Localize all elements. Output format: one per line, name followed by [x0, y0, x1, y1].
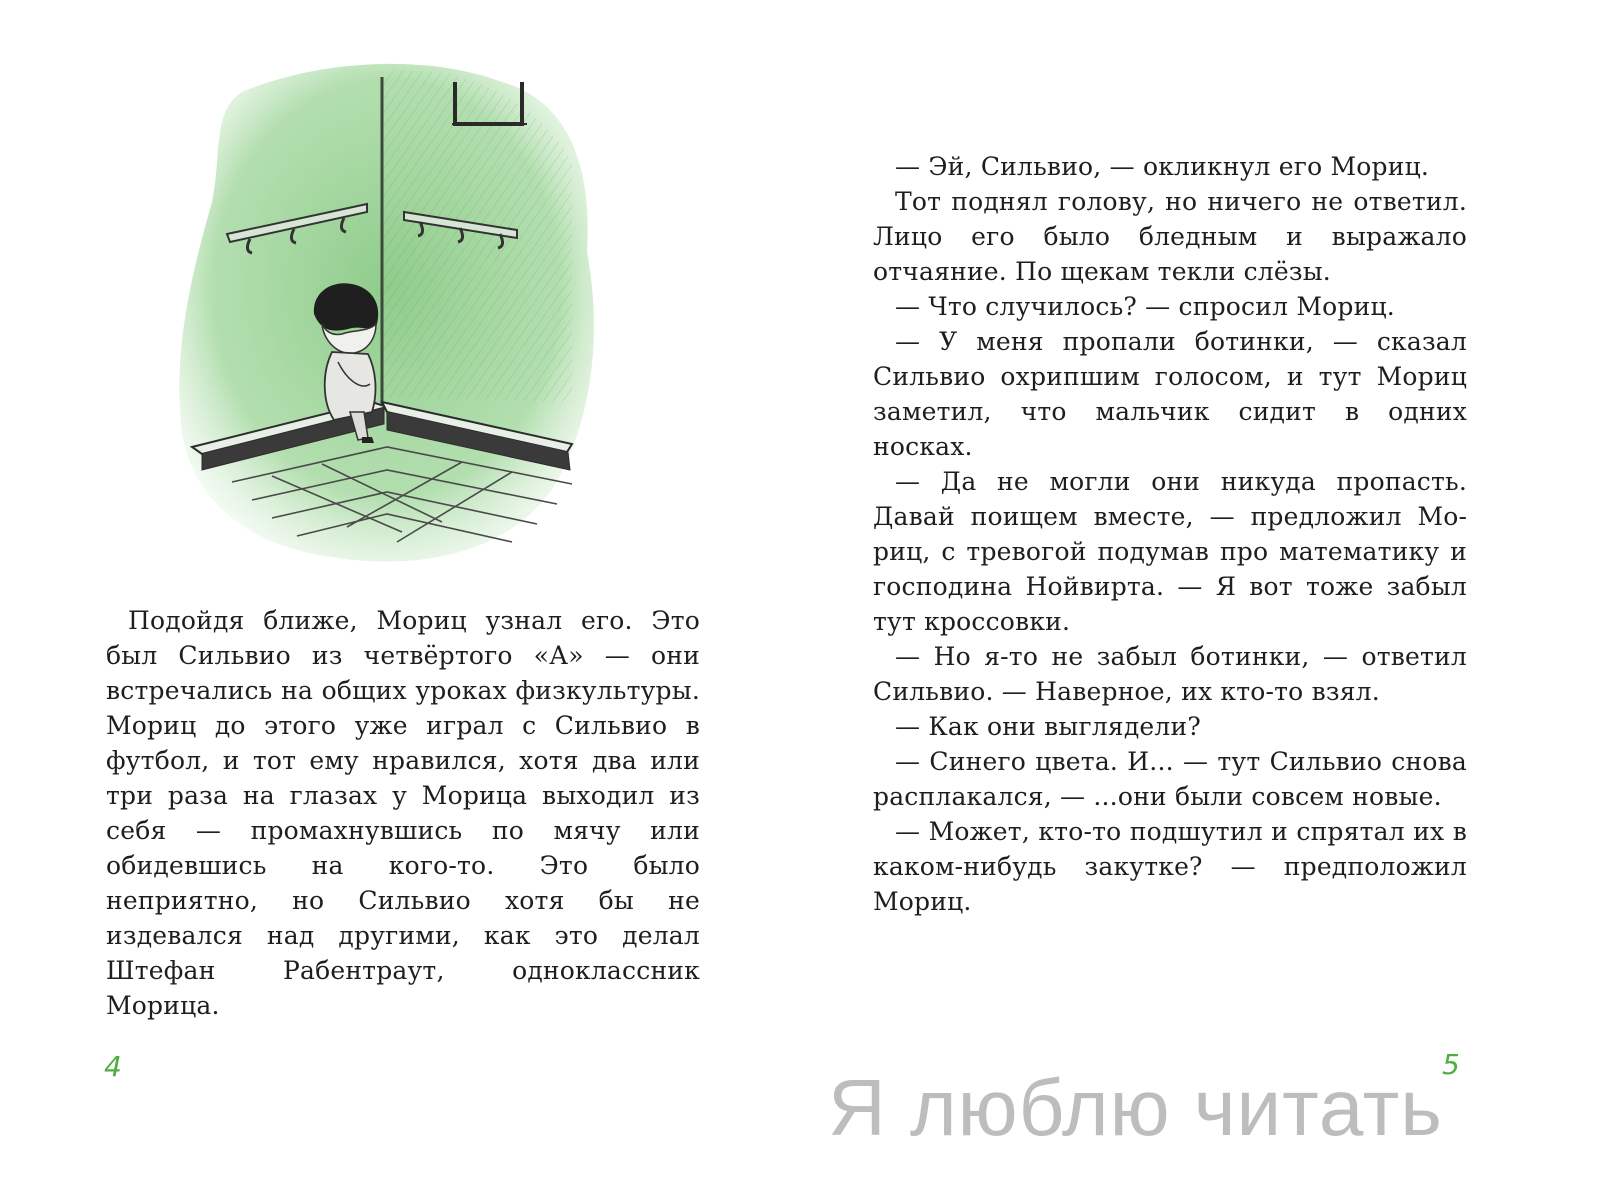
right-paragraph-1: — Эй, Сильвио, — окликнул его Мориц.: [895, 152, 1430, 181]
right-page: [800, 0, 1600, 1183]
page-number-left: 4: [104, 1050, 122, 1083]
left-paragraph-1: Подойдя ближе, Мориц узнал его. Это был Сильвио из четвёртого «А» — они встречались на общих уроках физкультуры. Мориц до этого уже играл с Сильвио в футбол, и тот ему нравился, хотя два или три раза на глазах у Морица выходил из себя — промахнувшись по мячу или обидевшись на кого-то. Это было неприятно, но Сильвио хотя бы не издевался над другими, как это делал Штефан Рабентраут, одноклассник Морица.: [106, 606, 700, 1020]
right-paragraph-9: — Может, кто-то подшутил и спрятал их в каком-нибудь закутке? — предположил Мориц.: [873, 817, 1467, 916]
right-page-text: [873, 149, 1467, 919]
illustration-boy-in-corner: [172, 52, 612, 582]
right-paragraph-6: — Но я-то не забыл ботинки, — ответил Сильвио. — Наверное, их кто-то взял.: [873, 642, 1467, 706]
left-page-text: [106, 603, 700, 1023]
right-paragraph-7: — Как они выглядели?: [895, 712, 1201, 741]
right-paragraph-4: — У меня пропали ботинки, — сказал Сильвио охрипшим голосом, и тут Мориц заметил, что мальчик сидит в одних носках.: [873, 327, 1467, 461]
right-paragraph-3: — Что случилось? — спросил Мориц.: [895, 292, 1395, 321]
right-paragraph-2: Тот поднял голову, но ничего не ответил. Лицо его было бледным и выражало отчаяние. По щекам текли слёзы.: [873, 187, 1467, 286]
right-paragraph-8: — Синего цвета. И... — тут Сильвио снова расплакался, — ...они были совсем новые.: [873, 747, 1467, 811]
page-number-right: 5: [1442, 1048, 1460, 1081]
illustration-svg: [172, 52, 612, 582]
site-watermark: Я люблю читать: [828, 1063, 1443, 1152]
right-paragraph-5: — Да не могли они никуда пропасть. Давай поищем вместе, — предложил Мориц, с тревогой подумав про математику и господина Нойвирта. — Я вот тоже забыл тут кроссовки.: [873, 467, 1467, 636]
